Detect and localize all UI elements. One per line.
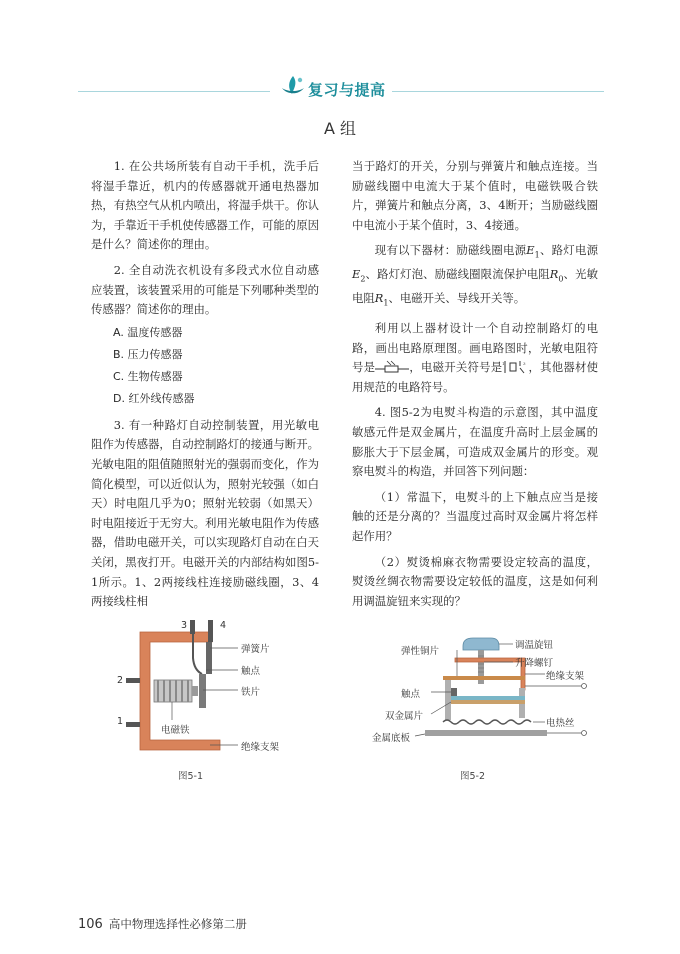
wave-logo-icon — [280, 74, 306, 98]
fig1-terminal-2 — [126, 678, 140, 683]
fig1-terminal-3 — [190, 620, 195, 634]
fig1-contact — [206, 642, 212, 674]
fig1-label-iron: 铁片 — [241, 687, 261, 698]
question-3-task: 利用以上器材设计一个自动控制路灯的电路，画出电路原理图。画电路图时，光敏电阻符号是 ，电磁开关符号是 1 3 ，其他器材使用规范的电路符号。 — [352, 321, 598, 394]
fig2-copper-leaf — [443, 676, 525, 680]
fig2-heating-coil — [443, 720, 531, 724]
electromagnetic-switch-symbol-icon — [502, 359, 528, 375]
fig2-label-screw: 升降螺钉 — [515, 658, 554, 669]
option-b: B. 压力传感器 — [113, 347, 183, 361]
question-4-part-1: （1）常温下，电熨斗的上下触点应当是接触的还是分离的？当温度过高时双金属片将怎样起作用？ — [352, 489, 598, 543]
right-column — [352, 157, 598, 611]
question-1: 1. 在公共场所装有自动干手机，洗手后将湿手靠近，机内的传感器就开通电热器加热，有热空气从机内喷出，将湿手烘干。你认为，手靠近干手机使传感器工作，可能的原因是什么？简述你的理由。 — [91, 159, 319, 252]
fig1-label-electromagnet: 电磁铁 — [161, 725, 190, 736]
page-footer — [78, 916, 247, 932]
fig1-label-contact: 触点 — [241, 666, 261, 677]
question-4: 4. 图5-2为电熨斗构造的示意图，其中温度敏感元件是双金属片，在温度升高时上层金属的膨胀大于下层金属，可造成双金属片的形变。观察电熨斗的构造，并回答下列问题： — [352, 405, 598, 479]
option-a: A. 温度传感器 — [113, 325, 183, 339]
photoresistor-symbol-icon — [375, 360, 409, 374]
figure-5-1-diagram — [110, 618, 350, 778]
fig2-metal-base — [425, 730, 547, 736]
fig2-label-wire: 电热丝 — [546, 718, 575, 729]
fig2-label-bimetal: 双金属片 — [385, 711, 424, 722]
fig2-bimetal-strip — [451, 696, 525, 700]
fig1-label-frame: 绝缘支架 — [241, 742, 280, 753]
fig1-terminal-4 — [208, 620, 213, 642]
option-c: C. 生物传感器 — [113, 369, 183, 383]
figure-5-2-caption: 图5-2 — [460, 771, 486, 782]
fig2-label-knob: 调温旋钮 — [515, 640, 554, 651]
fig2-label-contact: 触点 — [401, 689, 421, 700]
question-2: 2. 全自动洗衣机设有多段式水位自动感应装置，该装置采用的可能是下列哪种类型的传感器？简述你的理由。 — [91, 262, 319, 317]
book-title: 高中物理选择性必修第二册 — [108, 917, 247, 931]
fig2-contact — [451, 688, 457, 696]
fig1-label-spring: 弹簧片 — [241, 644, 270, 655]
fig1-electromagnet — [154, 680, 198, 702]
fig1-terminal-1 — [126, 722, 140, 727]
question-2-options — [91, 322, 319, 410]
figure-5-1-caption: 图5-1 — [178, 771, 204, 782]
svg-text:1: 1 — [502, 361, 505, 367]
fig1-label-terminal-2: 2 — [117, 675, 124, 686]
header-rule-left — [78, 91, 270, 92]
svg-text:3: 3 — [523, 361, 526, 367]
fig1-label-terminal-4: 4 — [220, 620, 227, 631]
header-rule-right — [392, 91, 604, 92]
section-title: 复习与提高 — [308, 81, 386, 99]
group-title: A 组 — [323, 119, 357, 138]
fig2-knob — [463, 638, 499, 650]
fig1-label-terminal-1: 1 — [117, 716, 124, 727]
fig2-label-base: 金属底板 — [372, 733, 411, 744]
question-3: 3. 有一种路灯自动控制装置，用光敏电阻作为传感器，自动控制路灯的接通与断开。光敏电阻的阻值随照射光的强弱而变化，作为简化模型，可以近似认为，照射光较强（如白天）时电阻几乎为0；照射光较弱（如黑天）时电阻接近于无穷大。利用光敏电阻作为传感器，借助电磁开关，可以实现路灯自动在白天关闭，黑夜打开。电磁开关的内部结构如图5-1所示。1、2两接线柱连接励磁线圈，3、4两接线柱相 — [91, 417, 319, 609]
fig2-label-frame: 绝缘支架 — [546, 671, 585, 682]
option-d: D. 红外线传感器 — [113, 391, 195, 405]
question-4-part-2: （2）熨烫棉麻衣物需要设定较高的温度，熨烫丝绸衣物需要设定较低的温度，这是如何利用调温旋钮来实现的？ — [352, 554, 598, 608]
fig1-label-terminal-3: 3 — [181, 620, 188, 631]
page-number: 106 — [78, 917, 103, 932]
question-3-materials: 现有以下器材：励磁线圈电源$E_1$、路灯电源$E_2$、路灯灯泡、励磁线圈限流保护电阻$R_0$、光敏电阻$R_1$、电磁开关、导线开关等。 — [352, 243, 598, 308]
fig2-label-copper: 弹性铜片 — [401, 646, 440, 657]
left-column — [91, 157, 319, 612]
question-3-continued: 当于路灯的开关，分别与弹簧片和触点连接。当励磁线圈中电流大于某个值时，电磁铁吸合铁片，弹簧片和触点分离，3、4断开；当励磁线圈中电流小于某个值时，3、4接通。 — [352, 159, 598, 232]
fig1-iron-plate — [199, 674, 206, 708]
